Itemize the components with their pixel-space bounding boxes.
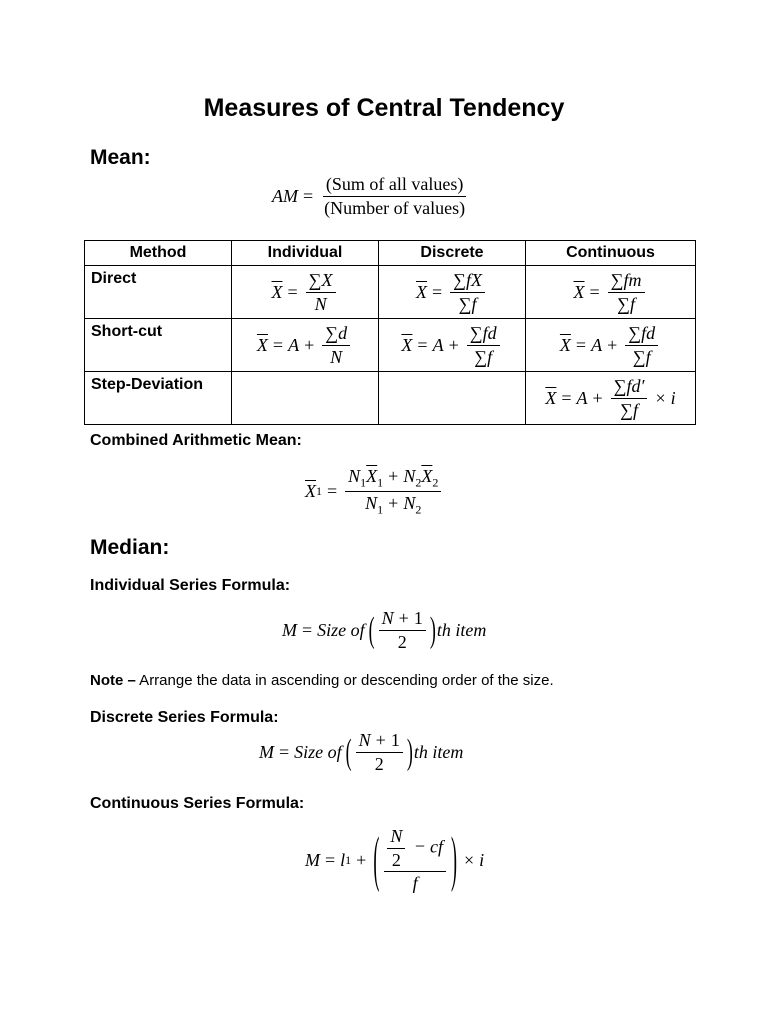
direct-individual-formula: $\overline{X}$ = $\frac{\sum X}{N}$ <box>232 266 379 319</box>
individual-median-formula: M = Size of ( $\frac{N + 1}{2}$ ) th item <box>282 608 487 652</box>
median-heading: Median: <box>90 536 170 559</box>
shortcut-discrete-formula: $\overline{X}$ = A + $\frac{\sum fd}{\sum f}$ <box>379 319 526 372</box>
empty-cell <box>232 372 379 425</box>
direct-discrete-formula: $\overline{X}$ = $\frac{\sum fX}{\sum f}$ <box>379 266 526 319</box>
mean-methods-table <box>84 240 696 425</box>
note-text <box>90 672 554 689</box>
combined-mean-formula: $\overline{X}$ 1 = $\frac{N_1\overline{X}_1 + N_2\overline{X}_2}{N_1 + N_2}$ <box>305 466 444 518</box>
th-item-text: th item <box>413 741 464 762</box>
table-header-row <box>85 241 696 266</box>
am-denominator: (Number of values) <box>324 197 466 218</box>
row-label-direct: Direct <box>85 266 232 319</box>
discrete-series-heading: Discrete Series Formula: <box>90 709 279 726</box>
page-title: Measures of Central Tendency <box>203 94 565 122</box>
size-of-text: Size of <box>317 619 365 640</box>
step-deviation-continuous-formula: $\overline{X}$ = A + $\frac{\sum fd'}{\sum f}$ × i <box>526 372 696 425</box>
row-label-shortcut: Short-cut <box>85 319 232 372</box>
shortcut-individual-formula: $\overline{X}$ = A + $\frac{\sum d}{N}$ <box>232 319 379 372</box>
table-row <box>85 372 696 425</box>
row-label-step-deviation: Step-Deviation <box>85 372 232 425</box>
combined-mean-heading: Combined Arithmetic Mean: <box>90 432 302 449</box>
table-header: Individual <box>232 241 379 266</box>
table-row <box>85 266 696 319</box>
table-header: Continuous <box>526 241 696 266</box>
note-label: Note – <box>90 672 136 689</box>
table-header: Method <box>85 241 232 266</box>
size-of-text: Size of <box>294 741 342 762</box>
th-item-text: th item <box>436 619 487 640</box>
discrete-median-formula: M = Size of ( $\frac{N + 1}{2}$ ) th item <box>259 730 464 774</box>
shortcut-continuous-formula: $\overline{X}$ = A + $\frac{\sum fd}{\sum f}$ <box>526 319 696 372</box>
table-row <box>85 319 696 372</box>
individual-series-heading: Individual Series Formula: <box>90 577 291 594</box>
direct-continuous-formula: $\overline{X}$ = $\frac{\sum fm}{\sum f}$ <box>526 266 696 319</box>
continuous-series-heading: Continuous Series Formula: <box>90 795 305 812</box>
am-formula: AM = $\frac{\text{(Sum of all values)}}{\text{(Number of values)}}$ <box>272 174 471 218</box>
am-lhs: AM <box>272 185 298 206</box>
am-numerator: (Sum of all values) <box>323 174 466 197</box>
table-header: Discrete <box>379 241 526 266</box>
continuous-median-formula: M = l 1 + ( $\frac{N}{2}$ − cf f ) × i <box>305 824 485 894</box>
note-body: Arrange the data in ascending or descending order of the size. <box>135 672 554 689</box>
mean-heading: Mean: <box>90 146 151 169</box>
empty-cell <box>379 372 526 425</box>
